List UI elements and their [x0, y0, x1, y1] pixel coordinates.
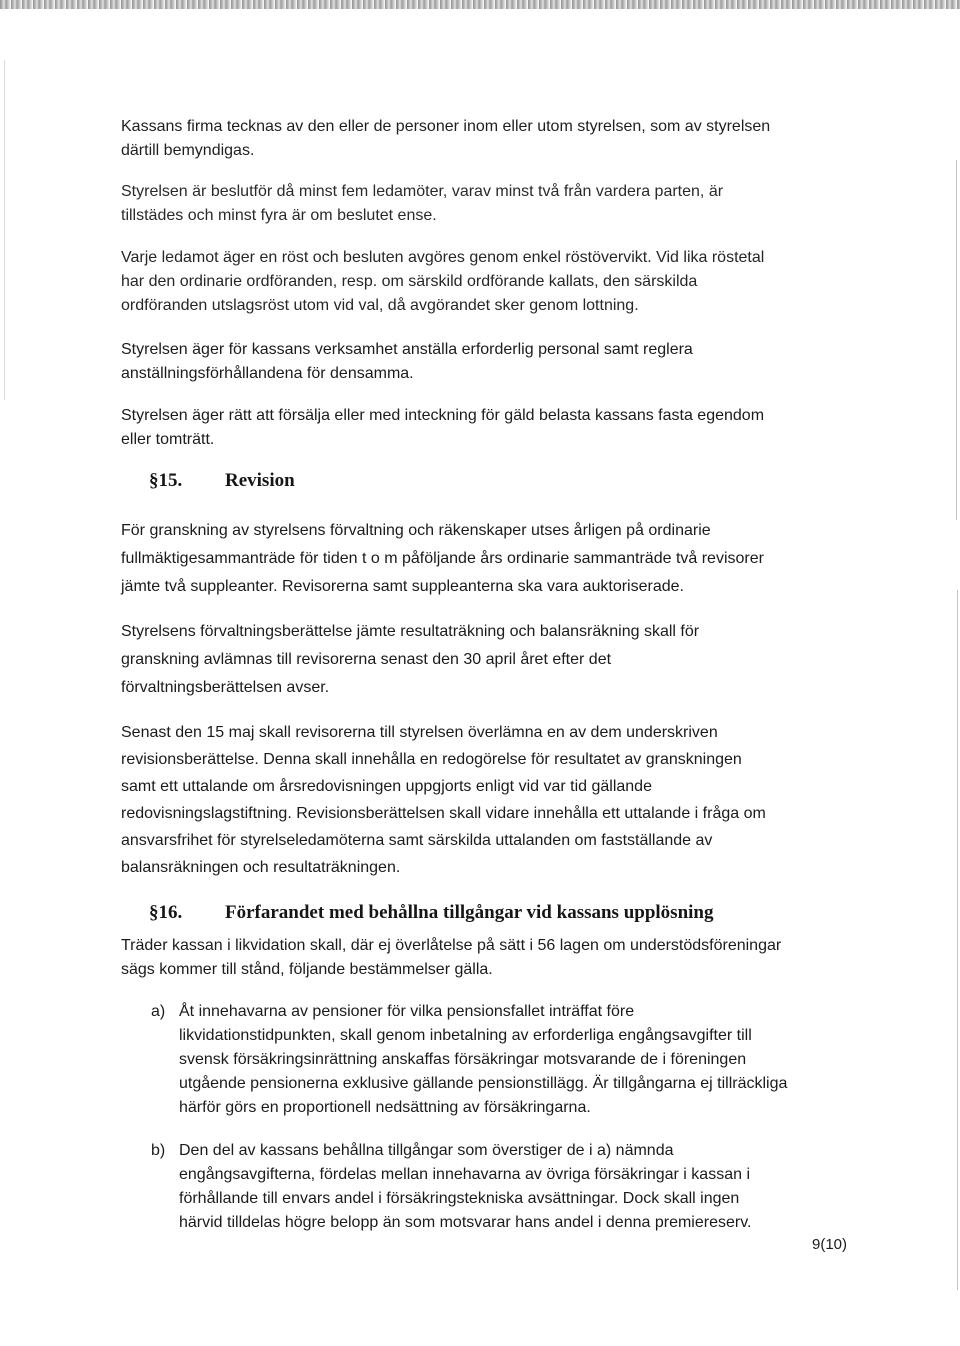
text-line: engångsavgifterna, fördelas mellan innehavarna av övriga försäkringar i kassan i: [179, 1166, 750, 1183]
text-line: Den del av kassans behållna tillgångar som överstiger de i a) nämnda: [179, 1142, 674, 1159]
text-line: revisionsberättelse. Denna skall innehålla en redogörelse för resultatet av granskningen: [121, 751, 742, 768]
text-line: ansvarsfrihet för styrelseledamöterna samt särskilda uttalanden om fastställande av: [121, 832, 713, 849]
list-item-content: [179, 1000, 787, 1120]
text-line: eller tomträtt.: [121, 431, 215, 448]
paragraph-granskning: [121, 517, 764, 601]
text-line: Åt innehavarna av pensioner för vilka pensionsfallet inträffat före: [179, 1003, 635, 1020]
scan-edge-line-left: [4, 60, 5, 400]
text-line: redovisningslagstiftning. Revisionsberättelsen skall vidare innehålla ett uttalande i fråga om: [121, 805, 766, 822]
scan-edge-line-right-lower: [957, 590, 958, 1290]
paragraph-beslutfor: [121, 180, 723, 228]
text-line: Styrelsens förvaltningsberättelse jämte resultaträkning och balansräkning skall för: [121, 623, 700, 640]
section-heading-16: [149, 902, 713, 924]
text-line: Kassans firma tecknas av den eller de personer inom eller utom styrelsen, som av styrelsen: [121, 118, 771, 135]
text-line: För granskning av styrelsens förvaltning och räkenskaper utses årligen på ordinarie: [121, 522, 711, 539]
text-line: Senast den 15 maj skall revisorerna till styrelsen överlämna en av dem underskriven: [121, 724, 718, 741]
section-number: §16.: [149, 902, 183, 923]
paragraph-personal: [121, 338, 693, 386]
text-line: Träder kassan i likvidation skall, där ej överlåtelse på sätt i 56 lagen om understödsföreningar: [121, 937, 782, 954]
text-line: tillstädes och minst fyra är om beslutet ense.: [121, 207, 437, 224]
paragraph-firma: [121, 115, 770, 163]
text-line: anställningsförhållandena för densamma.: [121, 365, 414, 382]
text-line: härvid tilldelas högre belopp än som motsvarar hans andel i denna premiereserv.: [179, 1214, 752, 1231]
text-line: Styrelsen är beslutför då minst fem ledamöter, varav minst två från vardera parten, är: [121, 183, 724, 200]
paragraph-forvaltningsberattelse: [121, 618, 699, 702]
text-line: förvaltningsberättelsen avser.: [121, 679, 330, 696]
section-title: Förfarandet med behållna tillgångar vid kassans upplösning: [225, 902, 714, 923]
list-marker: a): [151, 1003, 166, 1020]
text-line: därtill bemyndigas.: [121, 142, 255, 159]
text-line: balansräkningen och resultaträkningen.: [121, 859, 401, 876]
section-title: Revision: [225, 470, 295, 491]
paragraph-revisionsberattelse: [121, 719, 766, 881]
scan-edge-artifact: [0, 0, 960, 9]
page-number: 9(10): [812, 1236, 848, 1253]
paragraph-likvidation: [121, 934, 781, 982]
paragraph-rost: [121, 246, 764, 318]
text-line: har den ordinarie ordföranden, resp. om särskild ordförande kallats, den särskilda: [121, 273, 698, 290]
text-line: samt ett uttalande om årsredovisningen uppgjorts enligt vid var tid gällande: [121, 778, 652, 795]
text-line: Styrelsen äger rätt att försälja eller med inteckning för gäld belasta kassans fasta egendom: [121, 407, 765, 424]
text-line: Styrelsen äger för kassans verksamhet anställa erforderlig personal samt reglera: [121, 341, 693, 358]
text-line: fullmäktigesammanträde för tiden t o m påföljande års ordinarie sammanträde två revisorer: [121, 550, 764, 567]
text-line: jämte två suppleanter. Revisorerna samt suppleanterna ska vara auktoriserade.: [121, 578, 684, 595]
text-line: likvidationstidpunkten, skall genom inbetalning av erforderliga engångsavgifter till: [179, 1027, 752, 1044]
text-line: Varje ledamot äger en röst och besluten avgöres genom enkel röstövervikt. Vid lika röstetal: [121, 249, 765, 266]
section-heading-15: [149, 470, 295, 492]
text-line: ordföranden utslagsröst utom vid val, då avgörandet sker genom lottning.: [121, 297, 639, 314]
paragraph-egendom: [121, 404, 764, 452]
text-line: härför görs en proportionell nedsättning av försäkringarna.: [179, 1099, 591, 1116]
text-line: förhållande till envars andel i försäkringstekniska avsättningar. Dock skall ingen: [179, 1190, 740, 1207]
text-line: granskning avlämnas till revisorerna senast den 30 april året efter det: [121, 651, 612, 668]
text-line: sägs kommer till stånd, följande bestämmelser gälla.: [121, 961, 493, 978]
list-marker: b): [151, 1142, 166, 1159]
text-line: svensk försäkringsinrättning anskaffas försäkringar motsvarande de i föreningen: [179, 1051, 747, 1068]
list-item-content: [179, 1139, 751, 1235]
text-line: utgående pensionerna exklusive gällande pensionstillägg. Är tillgångarna ej tillräckliga: [179, 1075, 788, 1092]
scan-edge-line-right: [956, 160, 957, 520]
section-number: §15.: [149, 470, 183, 491]
